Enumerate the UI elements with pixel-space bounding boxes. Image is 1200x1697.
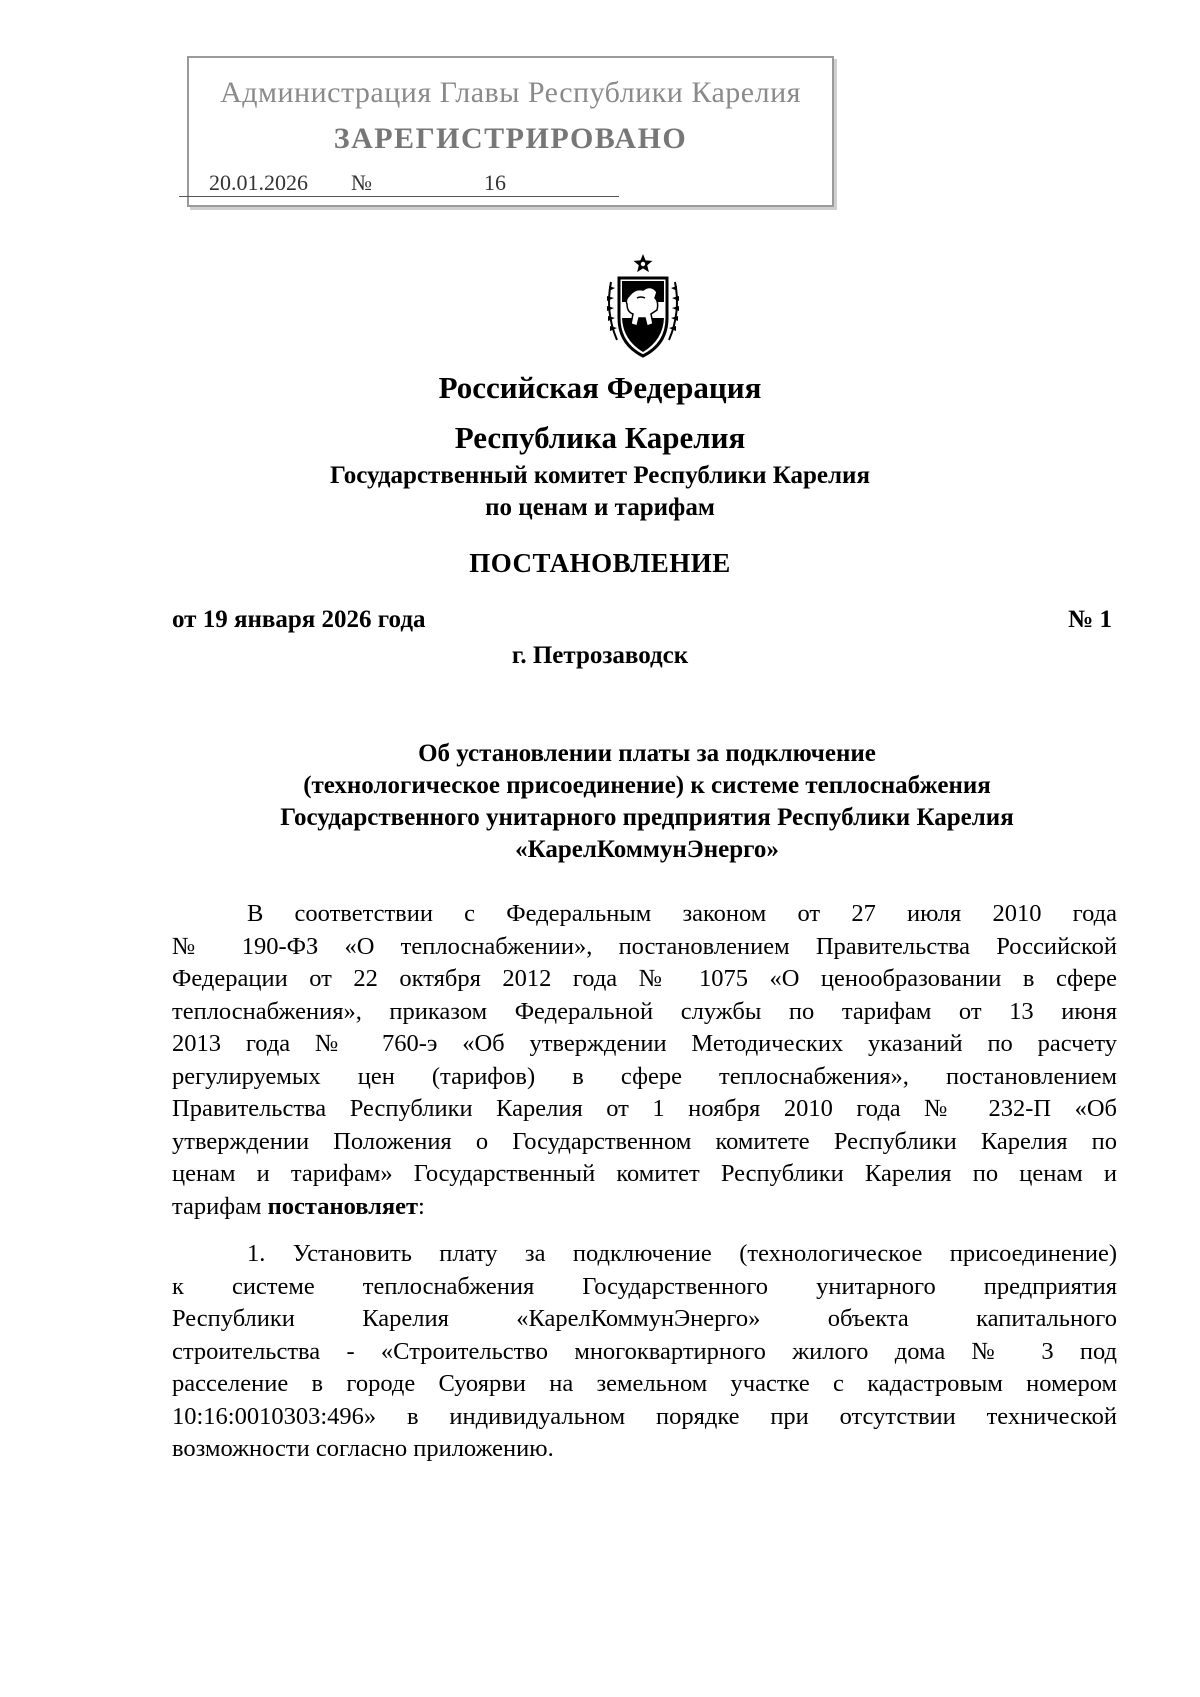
paragraph-line: расселение в городе Суоярви на земельном участке с кадастровым номером [172, 1370, 1117, 1397]
paragraph-line [172, 1191, 1117, 1224]
paragraph-line: к системе теплоснабжения Государственного унитарного предприятия [172, 1272, 1117, 1300]
stamp-registered-label: ЗАРЕГИСТРИРОВАНО [333, 122, 688, 155]
paragraph-line: строительства - «Строительство многоквартирного жилого дома № 3 под [172, 1337, 1117, 1365]
committee-heading-line2: по ценам и тарифам [485, 494, 715, 521]
stamp-number: 16 [484, 170, 506, 195]
clause-1-paragraph [172, 1238, 1117, 1466]
stamp-number-sign: № [351, 170, 372, 195]
resolves-prefix: тарифам [172, 1192, 268, 1220]
title-line: (технологическое присоединение) к системе теплоснабжения [303, 772, 991, 799]
stamp-administration-title: Администрация Главы Республики Карелия [220, 76, 801, 109]
resolves-keyword: постановляет [267, 1192, 419, 1220]
document-number: № 1 [1068, 606, 1112, 633]
paragraph-line: утверждении Положения о Государственном комитете Республики Карелия по [172, 1127, 1117, 1155]
title-line: «КарелКоммунЭнерго» [515, 836, 779, 863]
paragraph-line: № 190-ФЗ «О теплоснабжении», постановлением Правительства Российской [172, 932, 1117, 960]
paragraph-line: 1. Установить плату за подключение (технологическое присоединение) [247, 1240, 1117, 1267]
paragraph-line: регулируемых цен (тарифов) в сфере теплоснабжения», постановлением [172, 1062, 1117, 1090]
document-city: г. Петрозаводск [511, 642, 689, 669]
paragraph-line: Республики Карелия «КарелКоммунЭнерго» объекта капитального [172, 1305, 1117, 1332]
stamp-date: 20.01.2026 [209, 170, 308, 195]
paragraph-line: 10:16:0010303:496» в индивидуальном порядке при отсутствии технической [172, 1402, 1117, 1430]
resolves-suffix: : [418, 1192, 425, 1220]
paragraph-line: Правительства Республики Карелия от 1 ноября 2010 года № 232-П «Об [172, 1095, 1117, 1122]
title-line: Об установлении платы за подключение [418, 740, 876, 767]
document-title [172, 738, 1122, 866]
paragraph-line: теплоснабжения», приказом Федеральной службы по тарифам от 13 июня [172, 997, 1117, 1025]
registration-stamp [187, 56, 834, 207]
paragraph-line: 2013 года № 760-э «Об утверждении Методических указаний по расчету [172, 1030, 1117, 1057]
paragraph-line: Федерации от 22 октября 2012 года № 1075 «О ценообразовании в сфере [172, 965, 1117, 992]
committee-heading-line1: Государственный комитет Республики Карелия [330, 462, 870, 489]
document-date: от 19 января 2026 года [172, 606, 426, 633]
republic-heading: Республика Карелия [454, 420, 746, 455]
title-line: Государственного унитарного предприятия Республики Карелия [280, 804, 1014, 831]
preamble-paragraph [172, 898, 1117, 1223]
paragraph-line: возможности согласно приложению. [172, 1435, 554, 1462]
document-type-heading: ПОСТАНОВЛЕНИЕ [469, 548, 731, 578]
stamp-registration-line [179, 170, 619, 197]
paragraph-line: В соответствии с Федеральным законом от 27 июля 2010 года [247, 900, 1117, 927]
coat-of-arms-karelia-icon [601, 252, 685, 360]
paragraph-line: ценам и тарифам» Государственный комитет Республики Карелия по ценам и [172, 1160, 1117, 1187]
federation-heading: Российская Федерация [438, 370, 762, 405]
